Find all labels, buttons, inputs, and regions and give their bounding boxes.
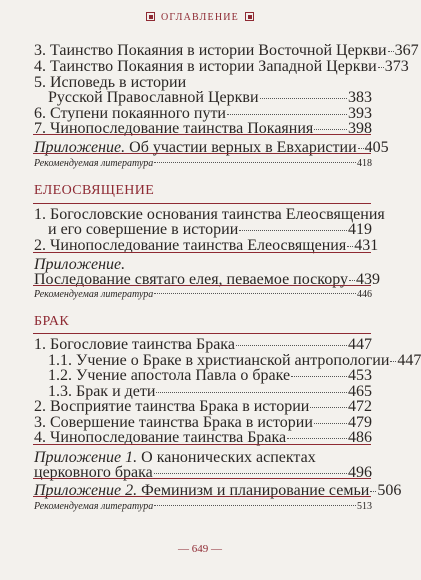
appendix-prefix: Приложение 2. xyxy=(34,482,138,499)
toc-entry-title: и его совершение в истории xyxy=(48,221,239,238)
toc-entry-page: 447 xyxy=(397,352,421,369)
toc-entry-title: 2. Чинопоследование таинства Елеосвящения xyxy=(34,237,347,254)
toc-entry-title: 6. Ступени покаянного пути xyxy=(34,105,226,122)
dot-leader xyxy=(358,148,364,149)
toc-entry-title: 1. Богословские основания таинства Елеосвящения xyxy=(34,206,385,223)
toc-entry-page: 496 xyxy=(348,464,372,481)
toc-entry-title: 3. Совершение таинства Брака в истории xyxy=(34,414,313,431)
header-title: ОГЛАВЛЕНИЕ xyxy=(161,12,239,23)
section-title: БРАК xyxy=(34,314,70,329)
section-divider xyxy=(33,252,371,253)
toc-entry-title: Рекомендуемая литература xyxy=(34,501,154,512)
toc-entry-page: 513 xyxy=(357,501,372,512)
toc-entry-page: 439 xyxy=(356,271,380,288)
toc-entry-page: 446 xyxy=(357,289,372,300)
toc-entry-literature[interactable] xyxy=(34,289,372,300)
section-divider xyxy=(33,496,371,497)
dot-leader xyxy=(260,98,347,99)
toc-entry-literature[interactable] xyxy=(34,501,372,512)
dot-leader xyxy=(236,345,347,346)
section-divider xyxy=(33,203,371,204)
toc-entry-page: 431 xyxy=(354,237,379,254)
toc-entry-page: 418 xyxy=(357,158,372,169)
toc-entry-title: Русской Православной Церкви xyxy=(48,89,259,106)
ornament-icon xyxy=(146,12,155,21)
toc-entry-page: 393 xyxy=(348,105,372,122)
toc-entry-appendix[interactable] xyxy=(34,271,380,289)
toc-entry-page: 383 xyxy=(348,89,372,106)
toc-entry-page: 373 xyxy=(384,58,409,75)
toc-entry-title: О канонических аспектах xyxy=(137,449,316,466)
toc-entry-title: Об участии верных в Евхаристии xyxy=(125,139,357,156)
dot-leader xyxy=(154,473,347,474)
section-title: ЕЛЕОСВЯЩЕНИЕ xyxy=(34,183,155,198)
dot-leader xyxy=(154,293,356,294)
dot-leader xyxy=(291,376,347,377)
appendix-prefix: Приложение. xyxy=(34,256,126,273)
dot-leader xyxy=(390,361,396,362)
toc-entry-page: 367 xyxy=(394,42,419,59)
toc-entry-title: Феминизм и планирование семьи xyxy=(137,482,370,499)
section-divider xyxy=(33,333,371,334)
toc-entry[interactable] xyxy=(34,120,372,138)
toc-entry-page: 465 xyxy=(348,383,372,400)
toc-entry-page: 472 xyxy=(348,398,372,415)
dot-leader xyxy=(378,67,384,68)
toc-entry-page: 398 xyxy=(348,120,372,137)
toc-entry-title: 5. Исповедь в истории xyxy=(34,74,187,91)
toc-entry-page: 453 xyxy=(348,367,372,384)
toc-entry-literature[interactable] xyxy=(34,158,372,169)
page-number: — 649 — xyxy=(178,543,222,555)
toc-entry-page: 479 xyxy=(348,414,372,431)
toc-entry-title: 1. Богословие таинства Брака xyxy=(34,336,235,353)
section-divider xyxy=(33,444,371,445)
toc-entry-page: 486 xyxy=(348,429,372,446)
dot-leader xyxy=(349,280,355,281)
toc-entry-page: 419 xyxy=(348,221,372,238)
toc-entry-title: 4. Чинопоследование таинства Брака xyxy=(34,429,287,446)
toc-entry-page: 506 xyxy=(377,482,402,499)
dot-leader xyxy=(154,505,356,506)
dot-leader xyxy=(154,162,356,163)
dot-leader xyxy=(347,246,353,247)
section-divider xyxy=(33,134,371,135)
toc-entry-title: Рекомендуемая литература xyxy=(34,158,154,169)
toc-entry-continued[interactable] xyxy=(34,464,372,482)
dot-leader xyxy=(156,392,347,393)
toc-entry-title: Рекомендуемая литература xyxy=(34,289,154,300)
section-divider xyxy=(33,153,371,154)
toc-entry-title: 1.2. Учение апостола Павла о браке xyxy=(48,367,291,384)
toc-entry-page: 447 xyxy=(348,336,372,353)
appendix-prefix: Приложение. xyxy=(34,139,126,156)
toc-entry-title: 1.3. Брак и дети xyxy=(48,383,156,400)
dot-leader xyxy=(388,51,394,52)
dot-leader xyxy=(314,129,347,130)
section-divider xyxy=(33,285,371,286)
dot-leader xyxy=(227,114,347,115)
toc-entry-appendix[interactable] xyxy=(34,482,402,500)
toc-entry-title: 1.1. Учение о Браке в христианской антропологии xyxy=(48,352,390,369)
ornament-icon xyxy=(245,12,254,21)
toc-entry-title: церковного брака xyxy=(34,464,153,481)
toc-entry-title: 3. Таинство Покаяния в истории Восточной Церкви xyxy=(34,42,387,59)
toc-entry-title: 2. Восприятие таинства Брака в истории xyxy=(34,398,310,415)
running-header xyxy=(0,12,400,23)
dot-leader xyxy=(314,423,347,424)
toc-entry-title: Последование святаго елея, певаемое поскору xyxy=(34,271,348,288)
dot-leader xyxy=(310,407,347,408)
dot-leader xyxy=(370,491,376,492)
dot-leader xyxy=(239,230,347,231)
toc-entry-title: 4. Таинство Покаяния в истории Западной Церкви xyxy=(34,58,377,75)
dot-leader xyxy=(287,438,347,439)
section-divider xyxy=(33,478,371,479)
appendix-prefix: Приложение 1. xyxy=(34,449,138,466)
toc-entry-appendix[interactable] xyxy=(34,139,389,157)
toc-entry-page: 405 xyxy=(364,139,389,156)
toc-entry-title: 7. Чинопоследование таинства Покаяния xyxy=(34,120,314,137)
